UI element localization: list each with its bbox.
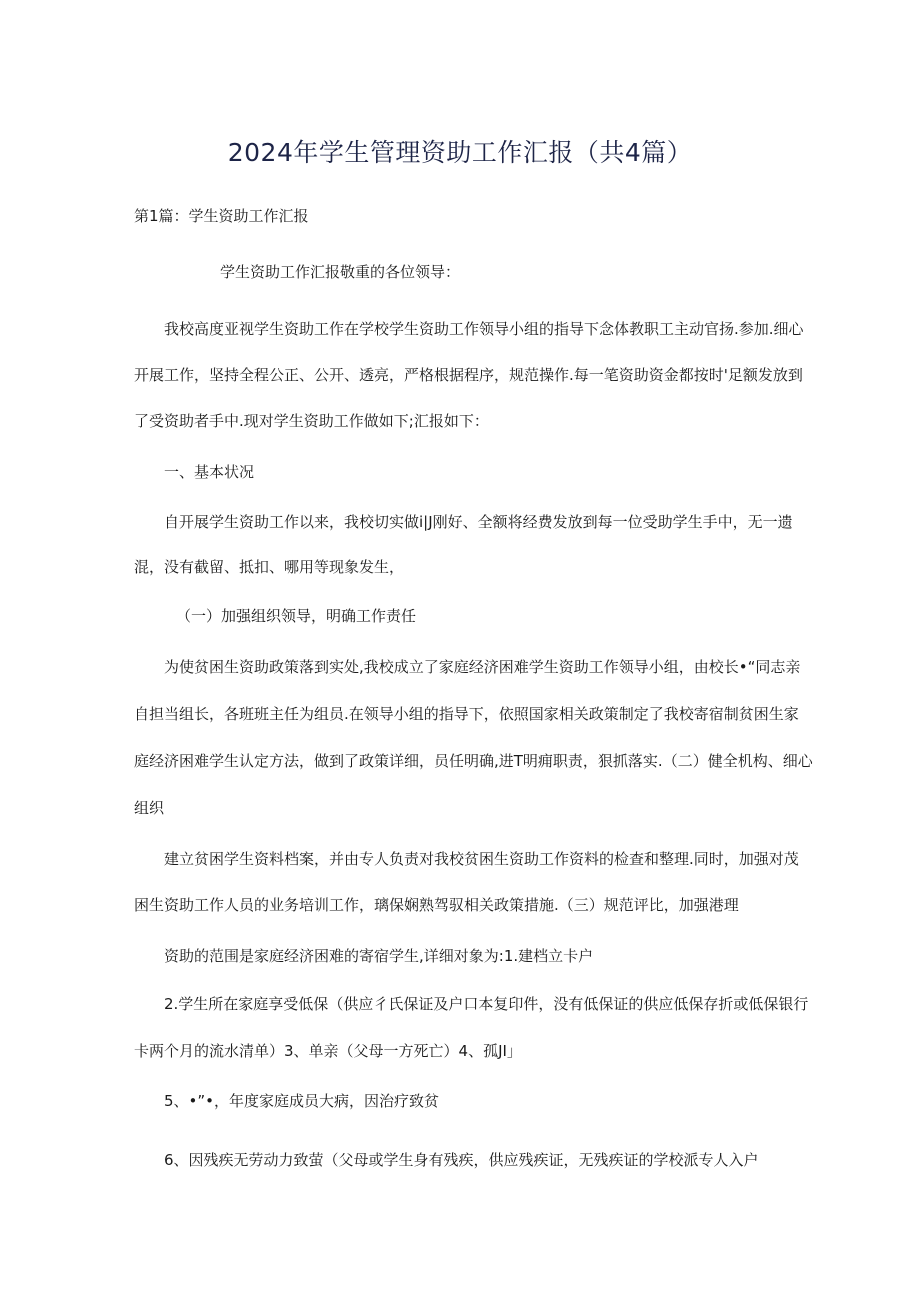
greeting-line: 学生资助工作汇报敬重的各位领导： bbox=[220, 263, 461, 281]
list-item: 6、因残疾无劳动力致萤（父母或学生身有残疾，供应残疾证，无残疾证的学校派专人入户 bbox=[164, 1151, 759, 1169]
paragraph-line: 了受资助者手中.现对学生资助工作做如下;汇报如下： bbox=[134, 412, 489, 430]
list-item: 5、•”•，年度家庭成员大病，因治疗致贫 bbox=[164, 1092, 440, 1110]
section-heading: 一、基本状况 bbox=[164, 463, 255, 481]
subsection-heading: （一）加强组织领导，明确工作责任 bbox=[176, 607, 417, 625]
chapter-heading: 第1篇：学生资助工作汇报 bbox=[134, 207, 309, 225]
paragraph-line: 建立贫困学生资料档案，并由专人负责对我校贫困生资助工作资料的检查和整理.同时，加强对茂 bbox=[164, 850, 799, 868]
paragraph-line: 混，没有截留、抵扣、哪用等现象发生， bbox=[134, 558, 405, 576]
paragraph-line: 组织 bbox=[134, 799, 165, 817]
paragraph-line: 自开展学生资助工作以来，我校切实做i|J刚好、全额将经费发放到每一位受助学生手中，无一遗 bbox=[164, 513, 793, 531]
list-item-continuation: 卡两个月的流水清单）3、单亲（父母一方死亡）4、孤JI」 bbox=[134, 1042, 522, 1060]
paragraph-line: 自担当组长，各班班主任为组员.在领导小组的指导下，依照国家相关政策制定了我校寄宿制贫困生家 bbox=[134, 705, 799, 723]
list-item: 2.学生所在家庭享受低保（供应彳氏保证及户口本复印件，没有低保证的供应低保存折或低保银行 bbox=[164, 995, 809, 1013]
paragraph-line: 困生资助工作人员的业务培训工作，璃保娴熟驾驭相关政策措施.（三）规范评比，加强港理 bbox=[134, 896, 739, 914]
paragraph-line: 我校高度亚视学生资助工作在学校学生资助工作领导小组的指导下念体教职工主动官扬.参加.细心 bbox=[164, 320, 804, 338]
paragraph-line: 为使贫困生资助政策落到实处,我校成立了家庭经济困难学生资助工作领导小组，由校长•“同志亲 bbox=[164, 658, 801, 676]
document-title: 2024年学生管理资助工作汇报（共4篇） bbox=[227, 137, 693, 167]
paragraph-line: 开展工作，坚持全程公正、公开、透亮，严格根据程序，规范操作.每一笔资助资金都按时'足额发放到 bbox=[134, 366, 803, 384]
paragraph-line: 资助的范围是家庭经济困难的寄宿学生,详细对象为:1.建档立卡户 bbox=[164, 947, 594, 965]
paragraph-line: 庭经济困难学生认定方法，做到了政策详细，员任明确,进T明痈职责，狠抓落实.（二）健全机构、细心 bbox=[134, 752, 813, 770]
